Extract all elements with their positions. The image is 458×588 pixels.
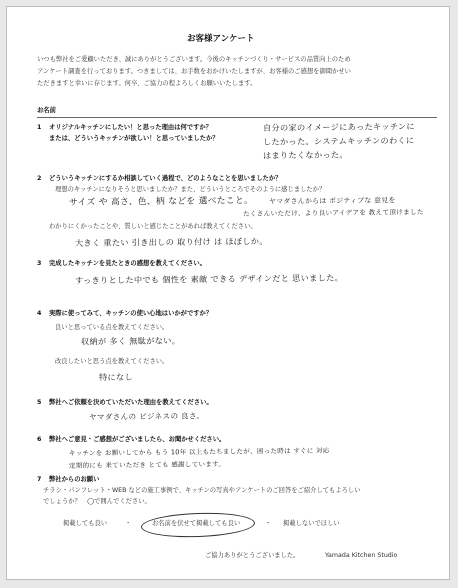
q2-sub-1: 理想のキッチンになりそうと思いましたか？また、どういうところでそのように感じましたか？ (55, 186, 326, 193)
q7-sub-2: でしょうか？ ◯で囲んでください。 (43, 498, 151, 505)
q7-text: 弊社からのお願い (49, 476, 100, 483)
q2-answer-1: サイズ や 高さ、色、柄 などを 選べたこと。 (68, 196, 254, 208)
q6-number: 6 (37, 436, 42, 443)
footer-thanks: ご協力ありがとうございました。 (205, 552, 300, 559)
q1-answer-line-2: したかった。システムキッチンのわくに (262, 135, 415, 147)
q3-text: 完成したキッチンを見たときの感想を教えてください。 (49, 260, 206, 267)
intro-line-3: ただきますと幸いに存じます。何卒、ご協力の程よろしくお願いいたします。 (37, 80, 257, 87)
q1-answer-line-1: 自分の家のイメージにあったキッチンに (262, 121, 415, 133)
q2-text: どういうキッチンにするか相談していく過程で、どのようなことを思いましたか？ (49, 175, 282, 182)
intro-line-2: アンケート調査を行っております。つきましては、お手数をおかけいたしますが、お客様のご感想を御聞かせい (37, 68, 351, 75)
q4-number: 4 (37, 310, 42, 317)
option-do-not-publish[interactable]: 掲載しないでほしい (283, 520, 340, 527)
intro-line-1: いつも弊社をご愛顧いただき、誠にありがとうございます。今後のキッチンづくり・サービスの品質向上のため (37, 56, 351, 63)
q1-text-2: または、どういうキッチンが欲しい！と思っていましたか？ (49, 135, 219, 142)
q2-answer-1b-line-2: たくさんいただけ、より良いアイデアを 教えて頂けました (242, 208, 424, 218)
survey-sheet (6, 6, 450, 580)
name-label: お名前 (37, 107, 56, 114)
q6-text: 弊社へご意見・ご感想がございましたら、お聞かせください。 (49, 436, 226, 443)
q4-text: 実際に使ってみて、キッチンの使い心地はいかがですか？ (49, 310, 213, 317)
q6-answer-line-2: 定期的にも 来ていただき とても 感謝しています。 (68, 460, 226, 470)
survey-title: お客様アンケート (187, 34, 255, 44)
q2-number: 2 (37, 175, 42, 182)
q5-answer: ヤマダさんの ビジネスの 良さ。 (88, 411, 205, 422)
q3-number: 3 (37, 260, 42, 267)
q3-answer: すっきりとした中でも 個性を 素敵 できる デザインだと 思いました。 (74, 272, 344, 286)
q2-sub-2: わかりにくかったことや、質しいと感じたことがあれば教えてください。 (49, 223, 257, 230)
q2-answer-2: 大きく 重たい 引き出しの 取り付け は ほぼしか。 (74, 235, 268, 249)
q7-sub-1: チラシ・パンフレット・WEB などの施工事例で、キッチンの写真やアンケートのご回答をご紹介してもよろしい (43, 487, 361, 494)
footer-company: Yamada Kitchen Studio (325, 552, 398, 559)
option-publish-anonymous[interactable]: お名前を伏せて掲載しても良い (152, 520, 241, 527)
q2-answer-1b-line-1: ヤマダさんからは ポジティブな 意見を (268, 196, 396, 206)
q4-answer-2: 特になし (98, 371, 134, 383)
option-separator-2: ・ (265, 520, 272, 527)
q1-answer-line-3: はまりたくなかった。 (262, 149, 348, 161)
q4-sub-2: 改良したいと思う点を教えてください。 (55, 358, 169, 365)
option-publish-ok[interactable]: 掲載しても良い (63, 520, 108, 527)
q7-number: 7 (37, 476, 42, 483)
option-separator-1: ・ (125, 520, 132, 527)
q4-answer-1: 収納が 多く 無駄がない。 (80, 335, 181, 347)
name-underline (37, 117, 437, 118)
q5-number: 5 (37, 399, 42, 406)
q5-text: 弊社へご依頼を決めていただいた理由を教えてください。 (49, 399, 213, 406)
q1-number: 1 (37, 124, 42, 131)
q4-sub-1: 良いと思っている点を教えてください。 (55, 324, 169, 331)
q1-text-1: オリジナルキッチンにしたい！と思った理由は何ですか？ (49, 124, 212, 131)
q6-answer-line-1: キッチンを お願いしてから もう 10年 以上もたちましたが、困った時は すぐに 対応 (68, 446, 330, 458)
